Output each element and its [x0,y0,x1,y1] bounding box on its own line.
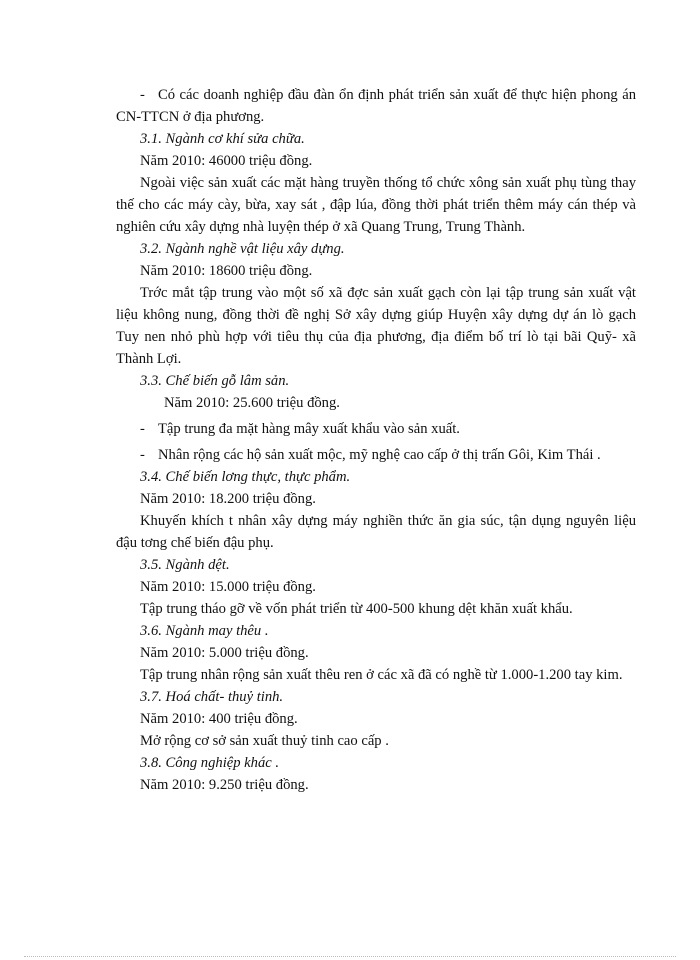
bullet-item: - Tập trung đa mặt hàng mây xuất khẩu vào sản xuất. [116,418,636,440]
paragraph: Mở rộng cơ sở sản xuất thuỷ tinh cao cấp . [140,733,389,749]
paragraph: Năm 2010: 18.200 triệu đồng. [140,491,316,507]
section-heading: 3.8. Công nghiệp khác . [140,755,280,771]
bullet-dash-icon: - [140,447,145,463]
page-bottom-divider [24,956,676,957]
paragraph: Năm 2010: 18600 triệu đồng. [140,263,313,279]
section-heading: 3.7. Hoá chất- thuỷ tinh. [140,689,284,705]
paragraph: Trớc mắt tập trung vào một số xã đợc sản xuất gạch còn lại tập trung sản xuất vật liệu không nung, đồng thời đề nghị Sở xây dựng giúp Huyện xây dựng dự án lò gạch Tuy nen nhỏ phù hợp với tiêu thụ của địa phương, địa điểm bố trí lò tại bãi Quỹ- xã Thành Lợi. [116,285,636,367]
paragraph: Năm 2010: 5.000 triệu đồng. [140,645,309,661]
paragraph: Năm 2010: 400 triệu đồng. [140,711,298,727]
paragraph: Khuyến khích t nhân xây dựng máy nghiền thức ăn gia súc, tận dụng nguyên liệu đậu tơng chế biến đậu phụ. [116,513,636,551]
paragraph: Ngoài việc sản xuất các mặt hàng truyền thống tổ chức xông sản xuất phụ tùng thay thế cho các máy cày, bừa, xay sát , đập lúa, đồng thời phát triển thêm máy cán thép và nghiên cứu xây dựng nhà luyện thép ở xã Quang Trung, Trung Thành. [116,175,636,235]
bullet-dash-icon: - [140,421,145,437]
bullet-dash-icon: - [140,87,145,103]
section-heading: 3.4. Chế biến lơng thực, thực phẩm. [140,469,351,485]
section-heading: 3.6. Ngành may thêu . [140,623,269,639]
paragraph: Tập trung tháo gỡ về vốn phát triển từ 400-500 khung dệt khăn xuất khẩu. [140,601,573,617]
paragraph: Năm 2010: 15.000 triệu đồng. [140,579,316,595]
section-heading: 3.2. Ngành nghề vật liệu xây dựng. [140,241,345,257]
paragraph: Năm 2010: 25.600 triệu đồng. [164,395,340,411]
section-heading: 3.3. Chế biến gỗ lâm sản. [140,373,290,389]
paragraph: Năm 2010: 46000 triệu đồng. [140,153,313,169]
paragraph: Tập trung nhân rộng sản xuất thêu ren ở các xã đã có nghề từ 1.000-1.200 tay kim. [140,667,623,683]
section-heading: 3.5. Ngành dệt. [140,557,230,573]
bullet-item: - Có các doanh nghiệp đầu đàn ổn định phát triển sản xuất để thực hiện phong án CN-TTCN ở địa phương. [116,84,636,128]
section-heading: 3.1. Ngành cơ khí sửa chữa. [140,131,305,147]
document-page [116,84,636,796]
bullet-item: - Nhân rộng các hộ sản xuất mộc, mỹ nghệ cao cấp ở thị trấn Gôi, Kim Thái . [116,444,636,466]
paragraph: Năm 2010: 9.250 triệu đồng. [140,777,309,793]
